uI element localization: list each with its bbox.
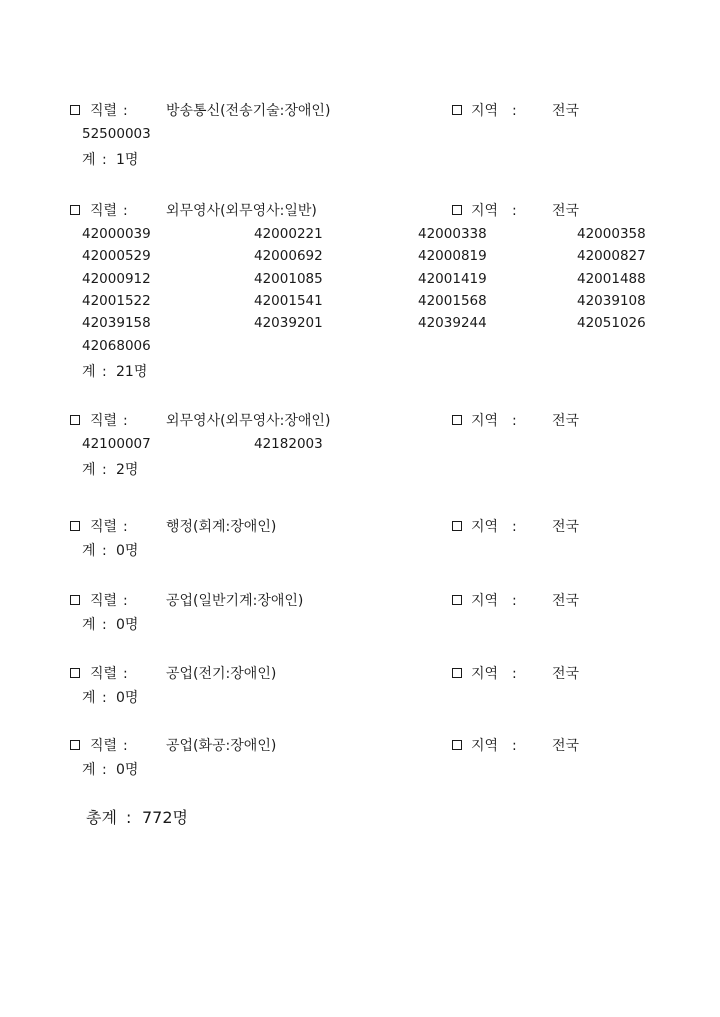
job-series-value: 공업(전기:장애인) — [166, 666, 277, 682]
job-series-label: 직렬 — [90, 203, 118, 219]
filled-square-bullet-icon — [452, 205, 462, 215]
colon: : — [102, 543, 107, 559]
applicant-id-list — [0, 432, 720, 459]
applicant-id: 42001522 — [82, 292, 151, 309]
applicant-id: 42001568 — [418, 292, 487, 309]
count-value: 0명 — [116, 690, 139, 706]
filled-square-bullet-icon — [452, 415, 462, 425]
count-value: 0명 — [116, 543, 139, 559]
applicant-id: 42039201 — [254, 315, 323, 332]
job-section — [0, 663, 720, 709]
filled-square-bullet-icon — [70, 205, 80, 215]
count-label: 계 — [82, 543, 96, 559]
filled-square-bullet-icon — [452, 105, 462, 115]
job-series-value: 방송통신(전송기술:장애인) — [166, 103, 331, 119]
count-label: 계 — [82, 762, 96, 778]
job-series-label: 직렬 — [90, 103, 118, 119]
section-header — [0, 735, 720, 757]
applicant-id: 42039108 — [577, 292, 646, 309]
job-series-label: 직렬 — [90, 738, 118, 754]
colon: : — [512, 666, 517, 682]
colon: : — [123, 519, 128, 535]
applicant-id: 42000221 — [254, 226, 323, 242]
region-label: 지역 — [471, 738, 499, 754]
region-value: 전국 — [552, 593, 580, 609]
job-series-label: 직렬 — [90, 666, 118, 682]
applicant-id: 52500003 — [82, 126, 151, 142]
colon: : — [123, 203, 128, 219]
applicant-id: 42000819 — [418, 248, 487, 265]
colon: : — [123, 413, 128, 429]
filled-square-bullet-icon — [452, 521, 462, 531]
job-section — [0, 410, 720, 481]
job-section — [0, 200, 720, 383]
filled-square-bullet-icon — [70, 740, 80, 750]
region-value: 전국 — [552, 666, 580, 682]
colon: : — [512, 593, 517, 609]
section-header — [0, 663, 720, 685]
section-total — [0, 361, 720, 383]
colon: : — [102, 617, 107, 633]
section-header — [0, 410, 720, 432]
colon: : — [512, 413, 517, 429]
count-value: 0명 — [116, 762, 139, 778]
applicant-id: 42001488 — [577, 270, 646, 287]
section-total — [0, 149, 720, 171]
region-value: 전국 — [552, 413, 580, 429]
section-total — [0, 459, 720, 481]
applicant-id: 42000358 — [577, 226, 646, 242]
job-section — [0, 100, 720, 171]
applicant-id-list — [0, 122, 720, 149]
filled-square-bullet-icon — [70, 105, 80, 115]
colon: : — [512, 519, 517, 535]
region-label: 지역 — [471, 666, 499, 682]
region-label: 지역 — [471, 413, 499, 429]
count-value: 0명 — [116, 617, 139, 633]
applicant-id: 42001085 — [254, 270, 323, 287]
applicant-id: 42000912 — [82, 270, 151, 287]
colon: : — [512, 103, 517, 119]
section-header — [0, 200, 720, 222]
applicant-id: 42100007 — [82, 436, 151, 452]
filled-square-bullet-icon — [452, 595, 462, 605]
filled-square-bullet-icon — [452, 668, 462, 678]
count-label: 계 — [82, 363, 96, 380]
job-series-value: 외무영사(외무영사:장애인) — [166, 413, 331, 429]
job-series-value: 행정(회계:장애인) — [166, 519, 277, 535]
applicant-id: 42000827 — [577, 248, 646, 265]
region-label: 지역 — [471, 593, 499, 609]
region-value: 전국 — [552, 519, 580, 535]
section-total — [0, 759, 720, 781]
section-total — [0, 614, 720, 636]
count-label: 계 — [82, 152, 96, 169]
count-label: 계 — [82, 462, 96, 479]
applicant-id: 42000692 — [254, 248, 323, 265]
applicant-id: 42039244 — [418, 315, 487, 332]
count-value: 21명 — [116, 363, 148, 380]
colon: : — [123, 103, 128, 119]
colon: : — [123, 666, 128, 682]
job-series-value: 외무영사(외무영사:일반) — [166, 203, 317, 219]
colon: : — [102, 690, 107, 706]
colon: : — [512, 738, 517, 754]
colon: : — [126, 808, 132, 827]
colon: : — [102, 152, 107, 169]
applicant-id: 42001419 — [418, 270, 487, 287]
count-label: 계 — [82, 617, 96, 633]
colon: : — [123, 738, 128, 754]
section-total — [0, 687, 720, 709]
filled-square-bullet-icon — [70, 595, 80, 605]
count-label: 계 — [82, 690, 96, 706]
filled-square-bullet-icon — [70, 521, 80, 531]
count-value: 1명 — [116, 152, 139, 169]
job-section — [0, 590, 720, 636]
applicant-id: 42000529 — [82, 248, 151, 265]
region-value: 전국 — [552, 203, 580, 219]
job-series-label: 직렬 — [90, 593, 118, 609]
filled-square-bullet-icon — [70, 668, 80, 678]
applicant-id: 42068006 — [82, 337, 151, 354]
applicant-id: 42000338 — [418, 226, 487, 242]
applicant-id: 42000039 — [82, 226, 151, 242]
region-label: 지역 — [471, 103, 499, 119]
applicant-id: 42001541 — [254, 292, 323, 309]
colon: : — [102, 462, 107, 479]
job-section — [0, 516, 720, 562]
section-header — [0, 590, 720, 612]
section-total — [0, 540, 720, 562]
job-series-value: 공업(화공:장애인) — [166, 738, 277, 754]
applicant-id-list — [0, 222, 720, 361]
region-value: 전국 — [552, 103, 580, 119]
job-series-value: 공업(일반기계:장애인) — [166, 593, 304, 609]
colon: : — [102, 762, 107, 778]
region-label: 지역 — [471, 203, 499, 219]
applicant-id: 42051026 — [577, 315, 646, 332]
section-header — [0, 516, 720, 538]
filled-square-bullet-icon — [452, 740, 462, 750]
region-label: 지역 — [471, 519, 499, 535]
job-series-label: 직렬 — [90, 519, 118, 535]
grand-total-value: 772명 — [142, 808, 188, 827]
applicant-id: 42182003 — [254, 436, 323, 452]
colon: : — [102, 363, 107, 380]
filled-square-bullet-icon — [70, 415, 80, 425]
job-series-label: 직렬 — [90, 413, 118, 429]
grand-total-label: 총계 — [86, 808, 117, 827]
region-value: 전국 — [552, 738, 580, 754]
colon: : — [123, 593, 128, 609]
job-section — [0, 735, 720, 781]
section-header — [0, 100, 720, 122]
applicant-id: 42039158 — [82, 315, 151, 332]
count-value: 2명 — [116, 462, 139, 479]
colon: : — [512, 203, 517, 219]
